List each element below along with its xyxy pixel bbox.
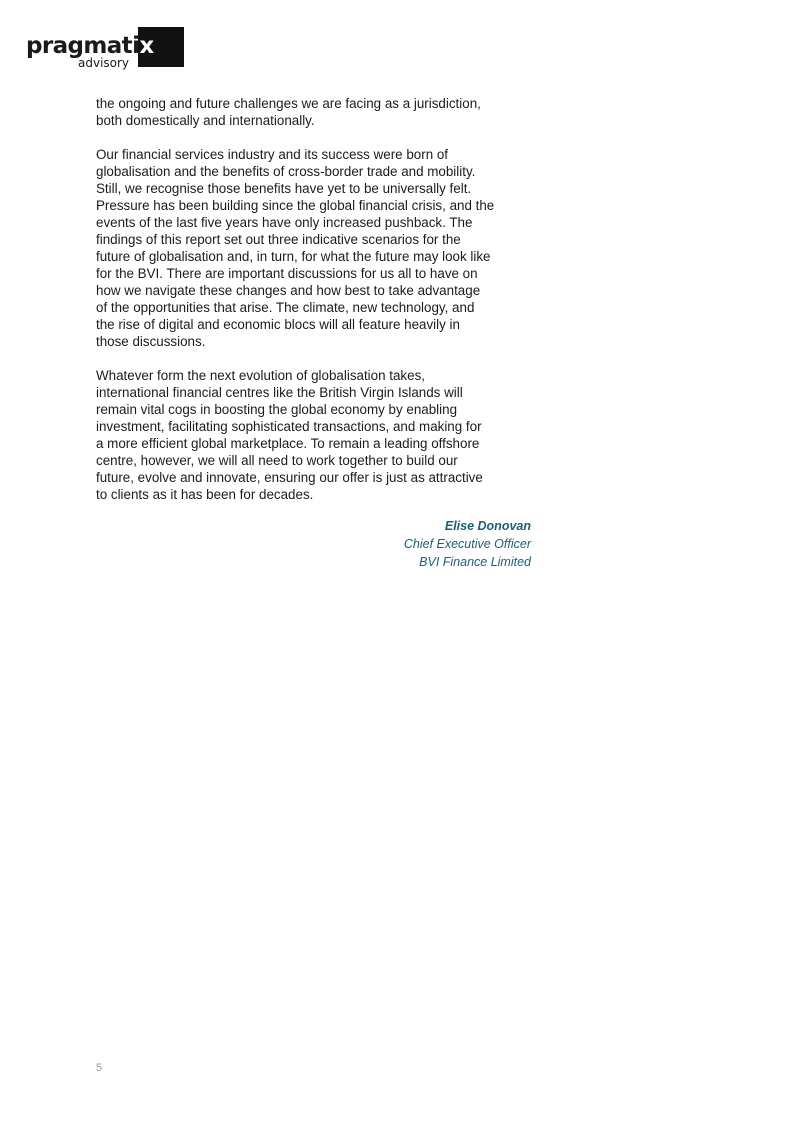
text-line: a more efficient global marketplace. To remain a leading offshore — [96, 436, 480, 451]
text-line: investment, facilitating sophisticated transactions, and making for — [96, 419, 482, 434]
text-line: the rise of digital and economic blocs will all feature heavily in — [96, 317, 460, 332]
text-line: Whatever form the next evolution of globalisation takes, — [96, 368, 425, 383]
text-line: Pressure has been building since the global financial crisis, and the — [96, 198, 495, 213]
paragraph-1 — [96, 95, 536, 129]
text-line: centre, however, we will all need to work together to build our — [96, 453, 458, 468]
text-line: the ongoing and future challenges we are facing as a jurisdiction, — [96, 96, 481, 111]
text-line: globalisation and the benefits of cross-border trade and mobility. — [96, 164, 476, 179]
text-line: findings of this report set out three indicative scenarios for the — [96, 232, 461, 247]
signatory-organisation: BVI Finance Limited — [419, 555, 531, 569]
text-line: future, evolve and innovate, ensuring our offer is just as attractive — [96, 470, 483, 485]
text-line: Still, we recognise those benefits have yet to be universally felt. — [96, 181, 472, 196]
text-line: to clients as it has been for decades. — [96, 487, 314, 502]
company-logo — [26, 27, 158, 71]
logo-subtitle: advisory — [78, 56, 130, 70]
text-line: remain vital cogs in boosting the global economy by enabling — [96, 402, 458, 417]
logo-wordmark-x: x — [139, 33, 154, 59]
text-line: Our financial services industry and its success were born of — [96, 147, 449, 162]
text-line: how we navigate these changes and how best to take advantage — [96, 283, 481, 298]
logo-wordmark-main: pragmati — [26, 33, 140, 59]
signatory-title: Chief Executive Officer — [403, 537, 531, 551]
signature-block — [404, 517, 531, 571]
paragraph-3 — [96, 367, 536, 503]
text-line: those discussions. — [96, 334, 206, 349]
page-number: 5 — [96, 1062, 103, 1074]
paragraph-2 — [96, 146, 536, 350]
body-text — [96, 95, 536, 520]
text-line: international financial centres like the British Virgin Islands will — [96, 385, 463, 400]
text-line: future of globalisation and, in turn, for what the future may look like — [96, 249, 491, 264]
text-line: of the opportunities that arise. The climate, new technology, and — [96, 300, 475, 315]
signatory-name: Elise Donovan — [444, 519, 531, 533]
text-line: both domestically and internationally. — [96, 113, 315, 128]
text-line: events of the last five years have only increased pushback. The — [96, 215, 473, 230]
text-line: for the BVI. There are important discussions for us all to have on — [96, 266, 478, 281]
